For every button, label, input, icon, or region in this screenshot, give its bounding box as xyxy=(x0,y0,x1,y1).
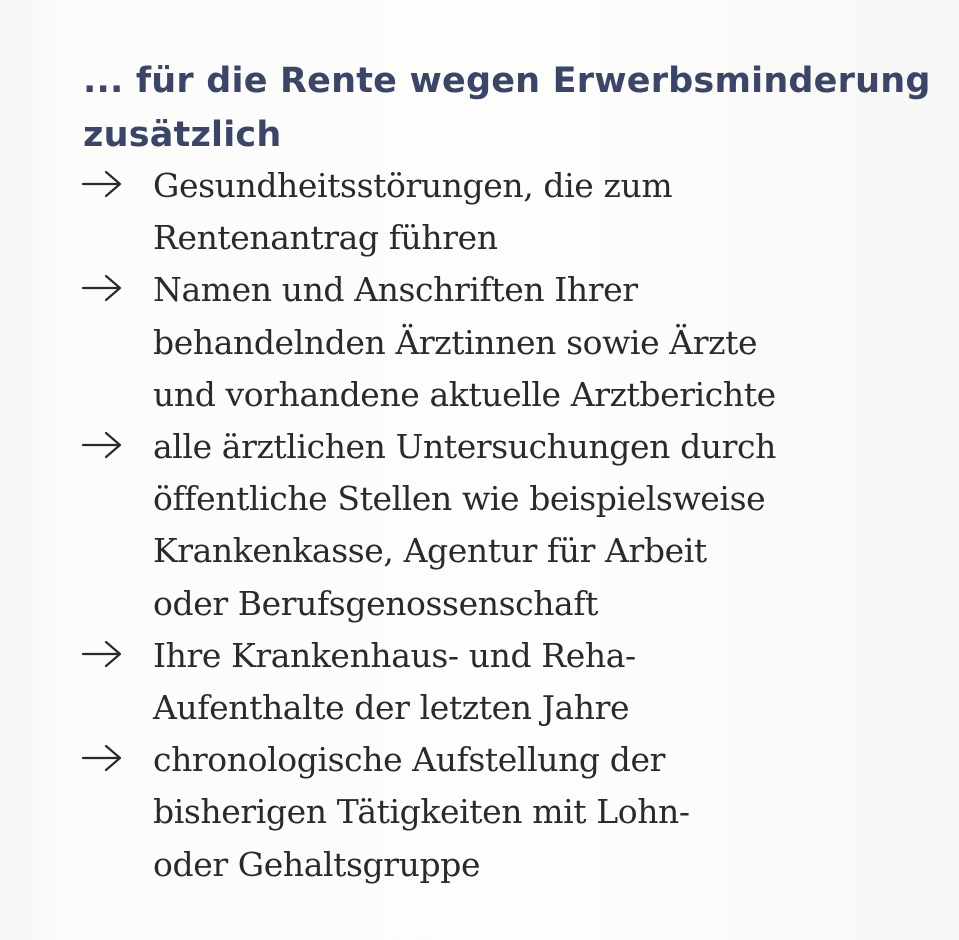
arrow-right-icon xyxy=(80,638,124,670)
arrow-right-icon xyxy=(80,742,124,774)
list-item-text-line: oder Berufsgenossenschaft xyxy=(153,583,598,623)
list-item-text-line: behandelnden Ärztinnen sowie Ärzte xyxy=(153,322,758,362)
list-item-text-line: Namen und Anschriften Ihrer xyxy=(153,270,638,310)
heading-line-2: zusätzlich xyxy=(83,115,282,155)
list-item-text-line: öffentliche Stellen wie beispielsweise xyxy=(153,479,766,519)
list-item-employment-history xyxy=(80,734,940,891)
list-item-text-line: und vorhandene aktuelle Arztberichte xyxy=(153,374,776,414)
list-item-health-issues xyxy=(80,160,940,264)
arrow-right-icon xyxy=(80,429,124,461)
list-item-hospital-stays xyxy=(80,630,940,734)
section-heading xyxy=(83,54,931,162)
list-item-doctors xyxy=(80,264,940,421)
list-item-text-line: oder Gehaltsgruppe xyxy=(153,844,481,884)
list-item-text-line: Aufenthalte der letzten Jahre xyxy=(153,688,630,728)
list-item-text-line: bisherigen Tätigkeiten mit Lohn- xyxy=(153,792,690,832)
list-item-text-line: Gesundheitsstörungen, die zum xyxy=(153,166,673,205)
arrow-right-icon xyxy=(80,272,124,304)
list-item-text-line: chronologische Aufstellung der xyxy=(153,740,665,780)
list-item-examinations xyxy=(80,421,940,630)
list-item-text-line: Krankenkasse, Agentur für Arbeit xyxy=(153,531,707,571)
requirements-list xyxy=(80,160,940,891)
arrow-right-icon xyxy=(80,168,124,200)
list-item-text-line: alle ärztlichen Untersuchungen durch xyxy=(153,427,776,467)
list-item-text-line: Rentenantrag führen xyxy=(153,218,498,258)
list-item-text-line: Ihre Krankenhaus- und Reha- xyxy=(153,635,636,675)
heading-line-1: ... für die Rente wegen Erwerbsminderung xyxy=(83,61,931,101)
